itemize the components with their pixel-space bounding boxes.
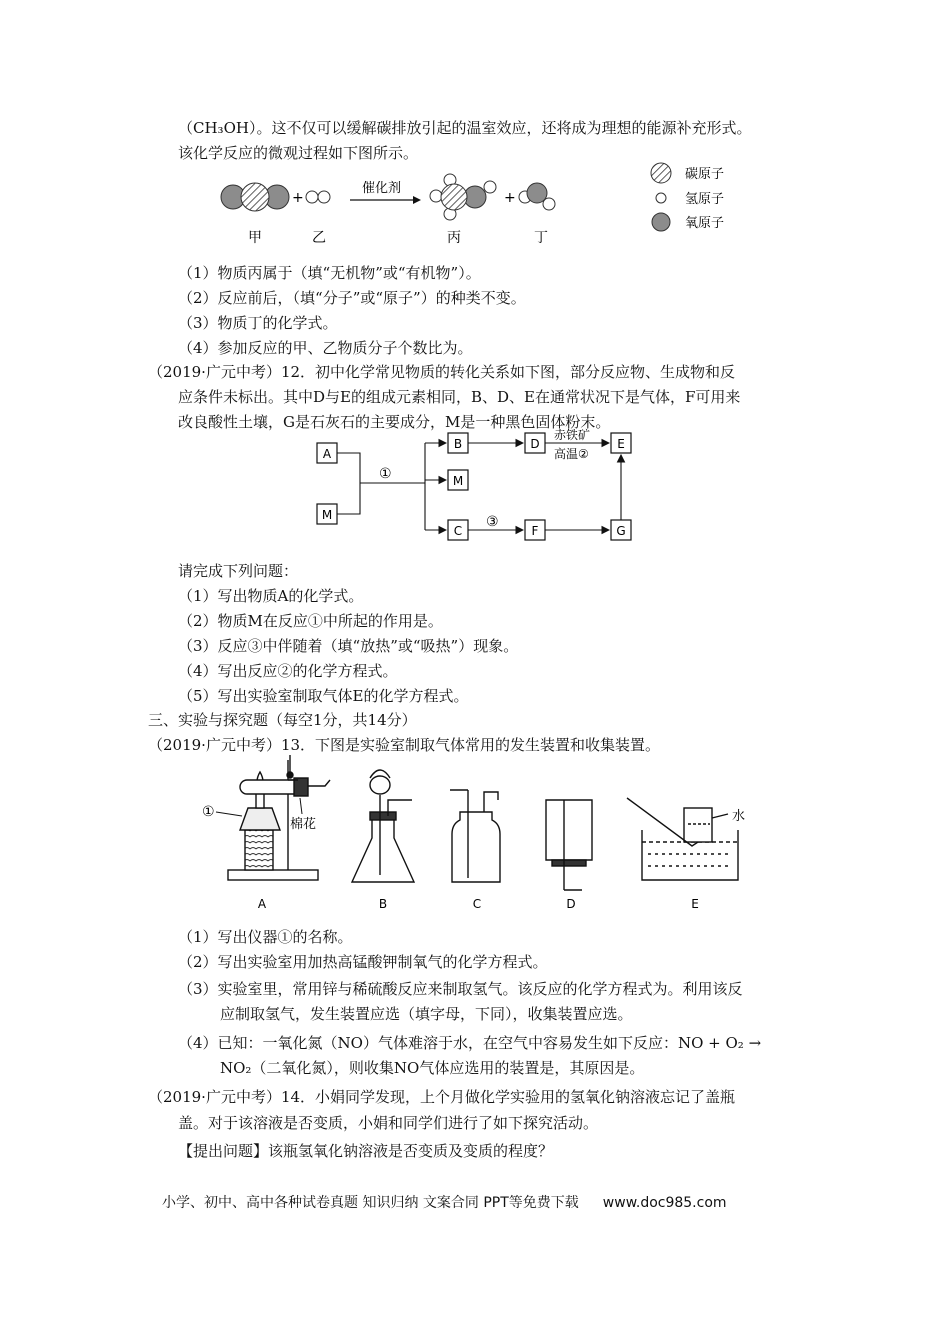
box-b: B	[453, 437, 463, 451]
apparatus-c	[450, 790, 500, 882]
label-bing: 丙	[447, 230, 461, 246]
apparatus-label-a: A	[257, 897, 267, 911]
reaction-mark-3: ③	[486, 514, 499, 530]
q13-item4: （4）已知：一氧化氮（NO）气体难溶于水，在空气中容易发生如下反应：NO + O₂ →	[178, 1034, 762, 1052]
label-yi: 乙	[312, 230, 326, 246]
footer-text: 小学、初中、高中各种试卷真题 知识归纳 文案合同 PPT等免费下载	[162, 1195, 579, 1211]
water-label: 水	[732, 809, 746, 824]
apparatus-label-c: C	[472, 897, 482, 911]
catalyst-label: 催化剂	[362, 181, 402, 196]
q11-item1: （1）物质丙属于（填“无机物”或“有机物”）。	[178, 264, 481, 282]
transformation-diagram	[310, 428, 650, 548]
q13-item2: （2）写出实验室用加热高锰酸钾制氧气的化学方程式。	[178, 953, 548, 971]
box-a: A	[322, 447, 332, 461]
plus-sign-1: +	[292, 190, 304, 206]
q13-item3: （3）实验室里，常用锌与稀硫酸反应来制取氢气。该反应的化学方程式为。利用该反	[178, 980, 743, 998]
page-footer	[162, 1192, 727, 1212]
box-f: F	[531, 524, 539, 538]
box-d: D	[530, 437, 540, 451]
box-m-left: M	[321, 508, 333, 522]
footer-url[interactable]: www.doc985.com	[602, 1195, 727, 1211]
box-g: G	[616, 524, 626, 538]
apparatus-label-b: B	[378, 897, 388, 911]
legend	[651, 163, 724, 231]
q13-item4-cont: NO₂（二氧化氮），则收集NO气体应选用的装置是，其原因是。	[220, 1059, 645, 1077]
lab-apparatus-diagram	[190, 750, 790, 915]
apparatus-d	[546, 800, 592, 890]
q12-item4: （4）写出反应②的化学方程式。	[178, 662, 398, 680]
plus-sign-2: +	[504, 190, 516, 206]
apparatus-b	[352, 770, 414, 882]
q13-line1: （2019·广元中考）13．下图是实验室制取气体常用的发生装置和收集装置。	[148, 736, 661, 754]
legend-hydrogen: 氢原子	[685, 192, 725, 207]
label-ding: 丁	[534, 230, 548, 246]
label-jia: 甲	[248, 230, 262, 246]
q12-line3: 改良酸性土壤，G是石灰石的主要成分，M是一种黑色固体粉末。	[178, 413, 611, 431]
molecule-reaction-diagram	[200, 160, 760, 250]
molecule-ding	[519, 183, 555, 210]
q12-line1: （2019·广元中考）12．初中化学常见物质的转化关系如下图，部分反应物、生成物和反	[148, 363, 736, 381]
arrow-label-high-temp: 高温②	[554, 447, 589, 461]
reaction-mark-1: ①	[379, 466, 392, 482]
box-e: E	[617, 437, 625, 451]
box-m-mid: M	[452, 474, 464, 488]
q11-item4: （4）参加反应的甲、乙物质分子个数比为。	[178, 339, 473, 357]
apparatus-e	[627, 798, 738, 880]
q13-item1: （1）写出仪器①的名称。	[178, 928, 353, 946]
q14-line1: （2019·广元中考）14．小娟同学发现，上个月做化学实验用的氢氧化钠溶液忘记了盖瓶	[148, 1088, 736, 1106]
legend-oxygen: 氧原子	[685, 216, 725, 231]
catalyst-arrow	[350, 196, 421, 204]
q12-item1: （1）写出物质A的化学式。	[178, 587, 364, 605]
molecule-bing	[430, 174, 496, 220]
q11-item3: （3）物质丁的化学式。	[178, 314, 338, 332]
q12-line2: 应条件未标出。其中D与E的组成元素相同，B、D、E在通常状况下是气体，F可用来	[178, 388, 741, 406]
cotton-label: 棉花	[290, 817, 317, 832]
section3-heading: 三、实验与探究题（每空1分，共14分）	[148, 711, 417, 729]
q11-item2: （2）反应前后，（填“分子”或“原子”）的种类不变。	[178, 289, 526, 307]
legend-carbon: 碳原子	[685, 167, 725, 182]
molecule-jia	[221, 183, 289, 211]
q12-item2: （2）物质M在反应①中所起的作用是。	[178, 612, 443, 630]
molecule-yi	[306, 191, 330, 203]
q12-intro: 请完成下列问题：	[178, 562, 299, 580]
q14-line2: 盖。对于该溶液是否变质，小娟和同学们进行了如下探究活动。	[178, 1114, 599, 1132]
apparatus-label-e: E	[691, 897, 699, 911]
arrow-label-hematite: 赤铁矿	[554, 428, 591, 442]
q14-line3: 【提出问题】该瓶氢氧化钠溶液是否变质及变质的程度？	[178, 1142, 554, 1160]
apparatus-label-d: D	[566, 897, 576, 911]
q13-item3-cont: 应制取氢气，发生装置应选（填字母，下同），收集装置应选。	[220, 1005, 633, 1023]
q12-item5: （5）写出实验室制取气体E的化学方程式。	[178, 687, 469, 705]
q11-line2: 该化学反应的微观过程如下图所示。	[178, 144, 419, 162]
q11-line1: （CH₃OH）。这不仅可以缓解碳排放引起的温室效应，还将成为理想的能源补充形式。	[178, 119, 752, 137]
box-c: C	[453, 524, 463, 538]
q12-item3: （3）反应③中伴随着（填“放热”或“吸热”）现象。	[178, 637, 519, 655]
instrument-1-mark: ①	[202, 804, 215, 820]
